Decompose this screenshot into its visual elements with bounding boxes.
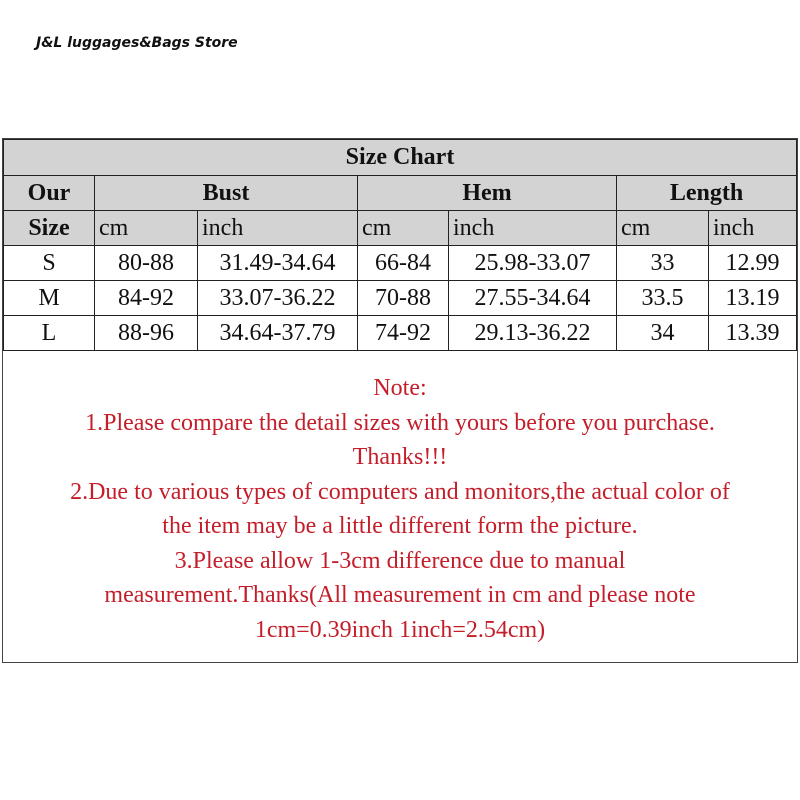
bust-inch: 34.64-37.79	[198, 316, 358, 351]
table-row	[4, 281, 797, 316]
store-name: J&L luggages&Bags Store	[36, 35, 238, 51]
size-chart	[2, 138, 798, 663]
bust-cm: 84-92	[95, 281, 198, 316]
length-cm: 33.5	[617, 281, 709, 316]
length-header: Length	[617, 176, 797, 211]
note-line: measurement.Thanks(All measurement in cm and please note	[104, 582, 696, 608]
note-heading: Note:	[373, 375, 427, 401]
note-line: Thanks!!!	[352, 444, 448, 470]
table-row	[4, 246, 797, 281]
size-label: L	[4, 316, 95, 351]
hem-inch: 27.55-34.64	[449, 281, 617, 316]
note-line: 1cm=0.39inch 1inch=2.54cm)	[254, 616, 546, 643]
length-cm: 34	[617, 316, 709, 351]
hem-inch: 29.13-36.22	[449, 316, 617, 351]
hem-cm: 74-92	[358, 316, 449, 351]
notes-section	[3, 351, 797, 647]
bust-cm: 88-96	[95, 316, 198, 351]
chart-title: Size Chart	[4, 140, 797, 176]
size-header-top: Our	[4, 176, 95, 211]
unit-bust-cm: cm	[95, 211, 198, 246]
size-label: S	[4, 246, 95, 281]
bust-inch: 31.49-34.64	[198, 246, 358, 281]
bust-inch: 33.07-36.22	[198, 281, 358, 316]
note-line: the item may be a little different form the picture.	[162, 513, 638, 539]
note-line: 1.Please compare the detail sizes with yours before you purchase.	[85, 409, 715, 436]
bust-header: Bust	[95, 176, 358, 211]
note-line: 2.Due to various types of computers and monitors,the actual color of	[70, 478, 730, 505]
length-inch: 13.39	[709, 316, 797, 351]
unit-hem-cm: cm	[358, 211, 449, 246]
unit-length-inch: inch	[709, 211, 797, 246]
unit-length-cm: cm	[617, 211, 709, 246]
unit-hem-inch: inch	[449, 211, 617, 246]
hem-cm: 66-84	[358, 246, 449, 281]
hem-header: Hem	[358, 176, 617, 211]
table-row	[4, 316, 797, 351]
length-inch: 12.99	[709, 246, 797, 281]
bust-cm: 80-88	[95, 246, 198, 281]
note-line: 3.Please allow 1-3cm difference due to manual	[174, 547, 626, 574]
length-cm: 33	[617, 246, 709, 281]
hem-inch: 25.98-33.07	[449, 246, 617, 281]
size-header-bottom: Size	[4, 211, 95, 246]
size-label: M	[4, 281, 95, 316]
size-chart-table	[3, 139, 797, 351]
hem-cm: 70-88	[358, 281, 449, 316]
length-inch: 13.19	[709, 281, 797, 316]
unit-bust-inch: inch	[198, 211, 358, 246]
